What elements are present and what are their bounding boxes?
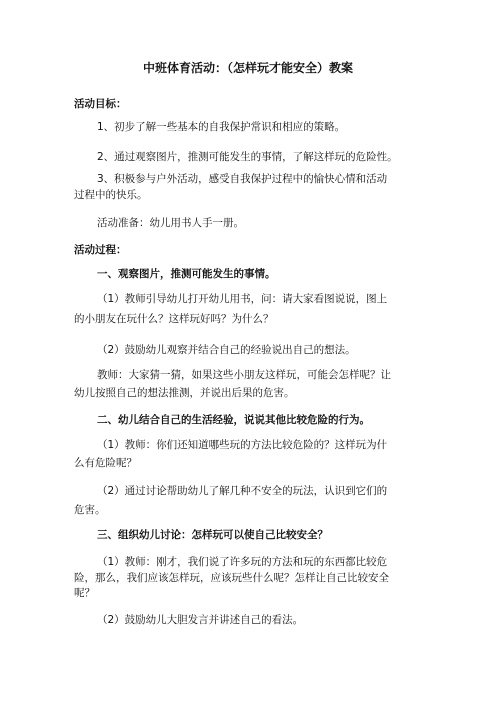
step-2-paragraph-1-line-2: 么有危险呢？ bbox=[74, 457, 137, 469]
step-3-paragraph-1-line-3: 呢？ bbox=[74, 587, 95, 599]
step-3-paragraph-1-line-1: （1）教师：刚才，我们说了许多玩的方法和玩的东西都比较危 bbox=[97, 556, 388, 568]
step-1-paragraph-1-line-2: 的小朋友在玩什么？这样玩好吗？为什么？ bbox=[74, 313, 274, 325]
goal-2: 2、通过观察图片，推测可能发生的事情，了解这样玩的危险性。 bbox=[97, 151, 398, 163]
step-2-paragraph-1-line-1: （1）教师：你们还知道哪些玩的方法比较危险的？这样玩为什 bbox=[97, 439, 388, 451]
step-1-paragraph-3-line-2: 幼儿按照自己的想法推测，并说出后果的危害。 bbox=[74, 387, 295, 399]
step-3-heading: 三、组织幼儿讨论：怎样玩可以使自己比较安全？ bbox=[97, 529, 328, 541]
goal-3-line-1: 3、积极参与户外活动，感受自我保护过程中的愉快心情和活动 bbox=[97, 173, 388, 185]
document-title: 中班体育活动：（怎样玩才能安全）教案 bbox=[142, 61, 353, 75]
step-2-heading: 二、幼儿结合自己的生活经验，说说其他比较危险的行为。 bbox=[97, 414, 370, 426]
goals-heading: 活动目标： bbox=[74, 98, 127, 110]
step-3-paragraph-2: （2）鼓励幼儿大胆发言并讲述自己的看法。 bbox=[97, 614, 304, 626]
step-3-paragraph-1-line-2: 险，那么，我们应该怎样玩，应该玩些什么呢？怎样让自己比较安全 bbox=[74, 572, 389, 584]
step-1-paragraph-2: （2）鼓励幼儿观察并结合自己的经验说出自己的想法。 bbox=[97, 344, 356, 356]
step-1-heading: 一、观察图片，推测可能发生的事情。 bbox=[97, 268, 276, 280]
activity-preparation: 活动准备：幼儿用书人手一册。 bbox=[97, 217, 244, 229]
step-2-paragraph-2-line-2: 危害。 bbox=[74, 504, 106, 516]
step-2-paragraph-2-line-1: （2）通过讨论帮助幼儿了解几种不安全的玩法，认识到它们的 bbox=[97, 485, 388, 497]
process-heading: 活动过程： bbox=[74, 244, 127, 256]
goal-1: 1、初步了解一些基本的自我保护常识和相应的策略。 bbox=[97, 121, 346, 133]
step-1-paragraph-1-line-1: （1）教师引导幼儿打开幼儿用书，问：请大家看图说说，图上 bbox=[97, 293, 388, 305]
goal-3-line-2: 过程中的快乐。 bbox=[74, 189, 148, 201]
step-1-paragraph-3-line-1: 教师：大家猜一猜，如果这些小朋友这样玩，可能会怎样呢？让 bbox=[97, 369, 391, 381]
